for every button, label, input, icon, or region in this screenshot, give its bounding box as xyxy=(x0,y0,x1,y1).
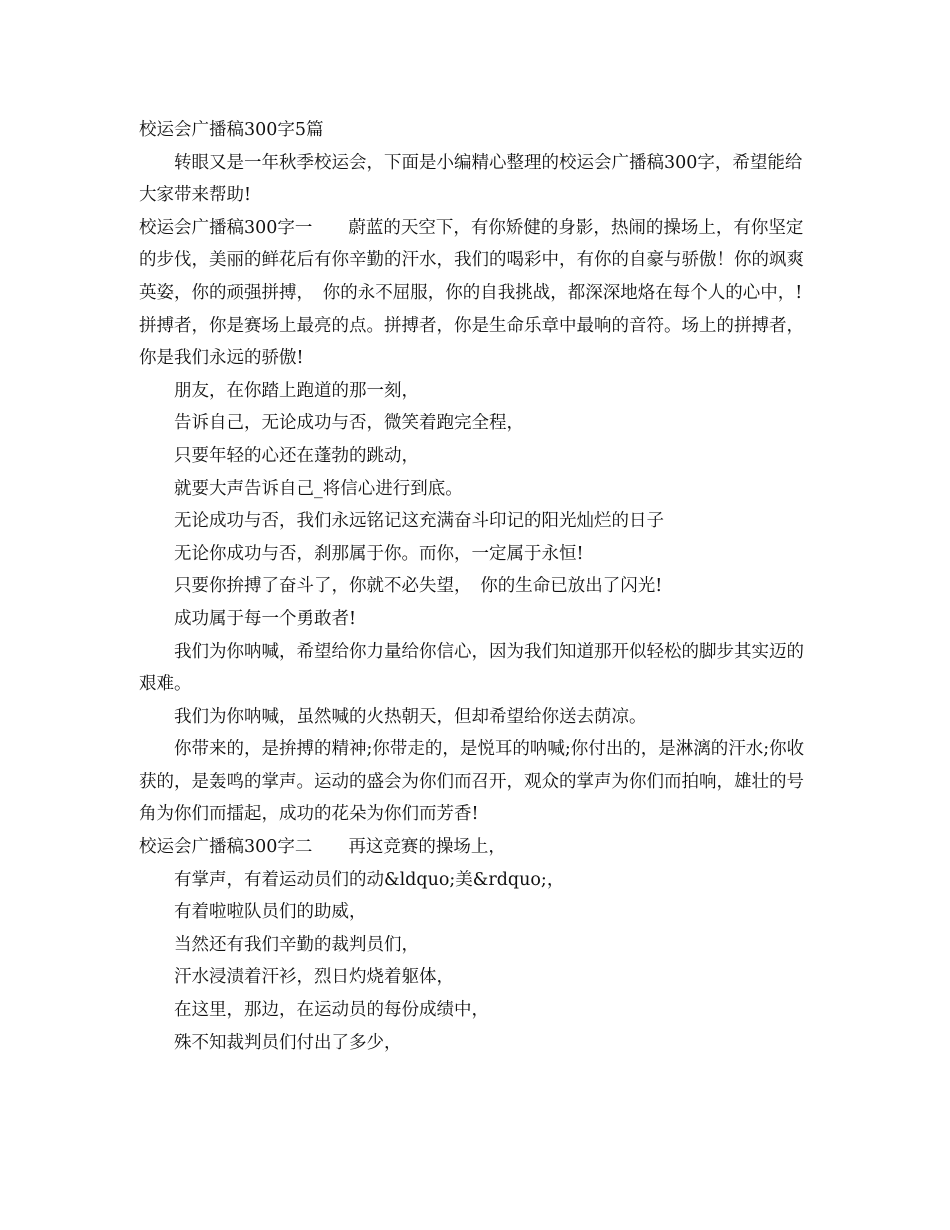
section-1-paragraph: 就要大声告诉自己_将信心进行到底。 xyxy=(174,478,463,499)
section-2-paragraph: 殊不知裁判员们付出了多少， xyxy=(174,1032,402,1053)
document-title: 校运会广播稿300字5篇 xyxy=(139,120,324,140)
section-1-paragraph: 朋友，在你踏上跑道的那一刻， xyxy=(174,380,419,401)
section-1-paragraph: 无论你成功与否，刹那属于你。而你，一定属于永恒! xyxy=(174,543,584,564)
section-1-lead-paragraph xyxy=(139,212,819,375)
section-2-paragraph: 汗水浸渍着汗衫，烈日灼烧着躯体， xyxy=(174,967,454,988)
section-2-lead-paragraph xyxy=(139,831,819,864)
section-1-paragraph: 我们为你呐喊，希望给你力量给你信心，因为我们知道那开似轻松的脚步其实迈的艰难。 xyxy=(139,641,804,695)
section-1-heading: 校运会广播稿300字一 xyxy=(139,217,313,238)
section-2-lead: 再这竞赛的操场上， xyxy=(348,837,506,858)
section-1-paragraph: 我们为你呐喊，虽然喊的火热朝天，但却希望给你送去荫凉。 xyxy=(174,706,647,727)
section-2-paragraph: 在这里，那边，在运动员的每份成绩中， xyxy=(174,1000,489,1021)
section-2-heading: 校运会广播稿300字二 xyxy=(139,837,313,858)
section-2-paragraph: 有着啦啦队员们的助威， xyxy=(174,902,367,923)
section-1-lead: 蔚蓝的天空下，有你矫健的身影，热闹的操场上，有你坚定的步伐，美丽的鲜花后有你辛勤的汗水，我们的喝彩中，有你的自豪与骄傲！你的飒爽英姿，你的顽强拼搏， 你的永不屈服，你的自我挑战，都深深地烙在每个人的心中，!拼搏者，你是赛场上最亮的点。拼搏者，你是生命乐章中最响的音符。场上的拼搏者，你是我们永远的骄傲! xyxy=(139,217,804,369)
section-1-paragraph: 告诉自己，无论成功与否，微笑着跑完全程， xyxy=(174,413,524,434)
section-2-paragraph: 当然还有我们辛勤的裁判员们， xyxy=(174,934,419,955)
section-2-paragraph: 有掌声，有着运动员们的动&ldquo;美&rdquo;， xyxy=(174,869,565,890)
section-1-paragraph: 你带来的，是拚搏的精神;你带走的，是悦耳的呐喊;你付出的，是淋漓的汗水;你收获的，是轰鸣的掌声。运动的盛会为你们而召开，观众的掌声为你们而拍响，雄壮的号角为你们而擂起，成功的花朵为你们而芳香! xyxy=(139,739,805,825)
intro-paragraph: 转眼又是一年秋季校运会，下面是小编精心整理的校运会广播稿300字，希望能给大家带来帮助! xyxy=(139,152,803,206)
section-1-paragraph: 无论成功与否，我们永远铭记这充满奋斗印记的阳光灿烂的日子 xyxy=(174,511,664,532)
section-1-paragraph: 成功属于每一个勇敢者! xyxy=(174,608,357,629)
section-1-paragraph: 只要年轻的心还在蓬勃的跳动， xyxy=(174,445,419,466)
section-1-paragraph: 只要你拚搏了奋斗了，你就不必失望， 你的生命已放出了闪光! xyxy=(174,576,663,597)
document-body xyxy=(139,114,819,1059)
